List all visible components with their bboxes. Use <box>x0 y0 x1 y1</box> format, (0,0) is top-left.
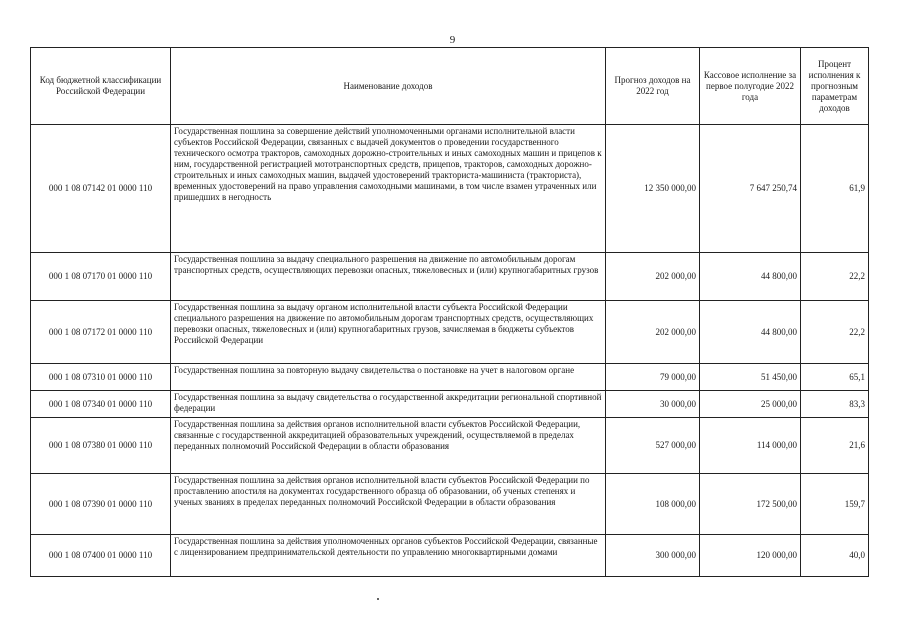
row-cash: 25 000,00 <box>700 391 801 418</box>
row-percent: 83,3 <box>801 391 869 418</box>
row-forecast: 30 000,00 <box>606 391 700 418</box>
table-row <box>31 364 869 391</box>
header-percent: Процент исполнения к прогнозным параметрам доходов <box>801 48 869 125</box>
header-name: Наименование доходов <box>171 48 606 125</box>
row-percent: 22,2 <box>801 301 869 364</box>
revenue-table <box>30 47 869 577</box>
table-header-row <box>31 48 869 125</box>
row-percent: 40,0 <box>801 535 869 577</box>
row-forecast: 12 350 000,00 <box>606 125 700 253</box>
row-code: 000 1 08 07390 01 0000 110 <box>31 474 171 535</box>
table-row <box>31 125 869 253</box>
table-row <box>31 474 869 535</box>
row-code: 000 1 08 07310 01 0000 110 <box>31 364 171 391</box>
table-row <box>31 253 869 301</box>
table-row <box>31 391 869 418</box>
row-code: 000 1 08 07170 01 0000 110 <box>31 253 171 301</box>
header-forecast: Прогноз доходов на 2022 год <box>606 48 700 125</box>
row-forecast: 300 000,00 <box>606 535 700 577</box>
row-percent: 22,2 <box>801 253 869 301</box>
row-code: 000 1 08 07380 01 0000 110 <box>31 418 171 474</box>
row-forecast: 79 000,00 <box>606 364 700 391</box>
row-forecast: 202 000,00 <box>606 301 700 364</box>
row-name: Государственная пошлина за действия органов исполнительной власти субъектов Российской Федерации, связанные с государственной аккредитацией образовательных учреждений, осуществляемой в пределах переданных полномочий Российской Федерации в области образования <box>171 418 606 474</box>
row-code: 000 1 08 07142 01 0000 110 <box>31 125 171 253</box>
header-cash-execution: Кассовое исполнение за первое полугодие 2022 года <box>700 48 801 125</box>
row-cash: 44 800,00 <box>700 253 801 301</box>
row-cash: 51 450,00 <box>700 364 801 391</box>
row-cash: 7 647 250,74 <box>700 125 801 253</box>
row-percent: 61,9 <box>801 125 869 253</box>
row-cash: 114 000,00 <box>700 418 801 474</box>
row-name: Государственная пошлина за повторную выдачу свидетельства о постановке на учет в налоговом органе <box>171 364 606 391</box>
row-name: Государственная пошлина за выдачу специального разрешения на движение по автомобильным дорогам транспортных средств, осуществляющих перевозки опасных, тяжеловесных и (или) крупногабаритных грузов <box>171 253 606 301</box>
table-row <box>31 418 869 474</box>
row-code: 000 1 08 07172 01 0000 110 <box>31 301 171 364</box>
page-number: 9 <box>449 34 456 46</box>
row-percent: 65,1 <box>801 364 869 391</box>
row-forecast: 527 000,00 <box>606 418 700 474</box>
row-forecast: 108 000,00 <box>606 474 700 535</box>
row-cash: 44 800,00 <box>700 301 801 364</box>
row-name: Государственная пошлина за выдачу органом исполнительной власти субъекта Российской Федерации специального разрешения на движение по автомобильным дорогам транспортных средств, осуществляющих перевозки опасных, тяжеловесных и (или) крупногабаритных грузов, зачисляемая в бюджеты субъектов Российской Федерации <box>171 301 606 364</box>
row-code: 000 1 08 07400 01 0000 110 <box>31 535 171 577</box>
row-cash: 120 000,00 <box>700 535 801 577</box>
row-name: Государственная пошлина за действия органов исполнительной власти субъектов Российской Федерации по проставлению апостиля на документах государственного образца об образовании, об ученых степенях и ученых званиях в пределах переданных полномочий Российской Федерации в области образования <box>171 474 606 535</box>
header-code: Код бюджетной классификации Российской Федерации <box>31 48 171 125</box>
row-percent: 21,6 <box>801 418 869 474</box>
row-percent: 159,7 <box>801 474 869 535</box>
row-forecast: 202 000,00 <box>606 253 700 301</box>
row-code: 000 1 08 07340 01 0000 110 <box>31 391 171 418</box>
row-name: Государственная пошлина за действия уполномоченных органов субъектов Российской Федерации, связанные с лицензированием предпринимательской деятельности по управлению многоквартирными домами <box>171 535 606 577</box>
table-row <box>31 301 869 364</box>
table-row <box>31 535 869 577</box>
row-cash: 172 500,00 <box>700 474 801 535</box>
row-name: Государственная пошлина за выдачу свидетельства о государственной аккредитации региональной спортивной федерации <box>171 391 606 418</box>
scan-speck <box>377 598 379 600</box>
row-name: Государственная пошлина за совершение действий уполномоченными органами исполнительной власти субъектов Российской Федерации, связанных с выдачей документов о проведении государственного технического осмотра тракторов, самоходных дорожно-строительных и иных самоходных машин и прицепов к ним, государственной регистрацией мототранспортных средств, прицепов, тракторов, самоходных дорожно-строительных и иных самоходных машин, выдачей удостоверений тракториста-машиниста (тракториста), временных удостоверений на право управления самоходными машинами, в том числе взамен утраченных или пришедших в негодность <box>171 125 606 253</box>
